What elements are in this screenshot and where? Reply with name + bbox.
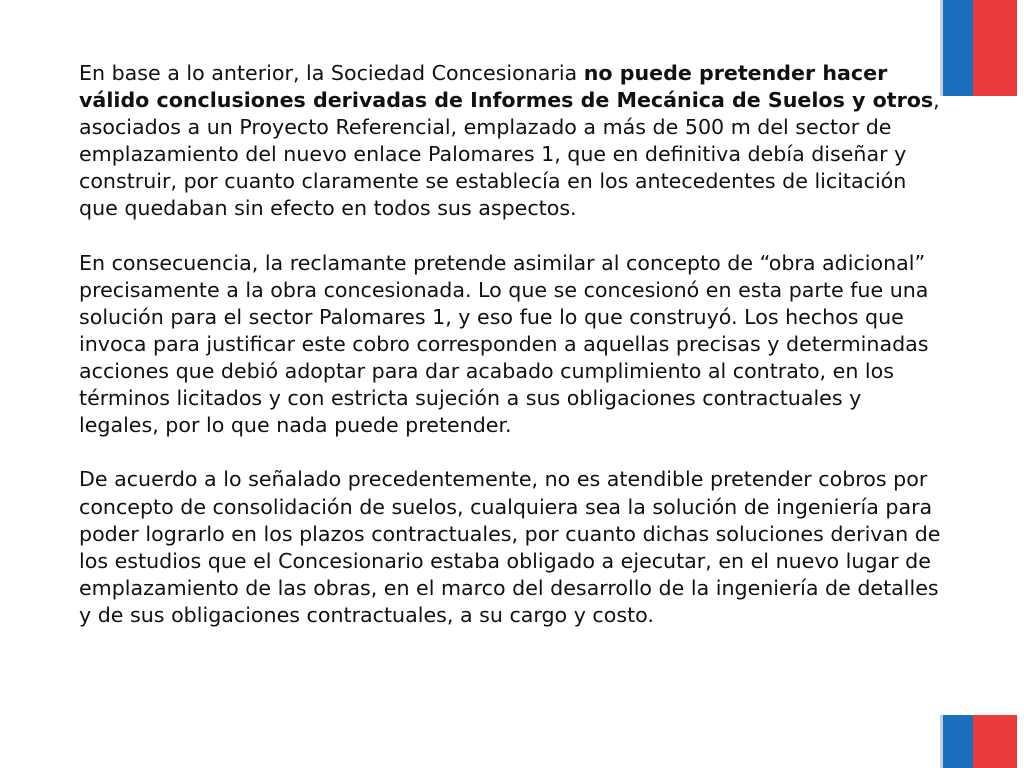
slide-body: [79, 60, 941, 629]
paragraph-3: [79, 466, 941, 629]
flag-stripe-blue: [943, 0, 973, 96]
paragraph-3-text: De acuerdo a lo señalado precedentemente, no es atendible pretender cobros por concepto de consolidación de suelos, cualquiera sea la solución de ingeniería para poder lograrlo en los plazos contractuales, por cuanto dichas soluciones derivan de los estudios que el Concesionario estaba obligado a ejecutar, en el nuevo lugar de emplazamiento de las obras, en el marco del desarrollo de la ingeniería de detalles y de sus obligaciones contractuales, a su cargo y costo.: [79, 467, 941, 627]
paragraph-1-rest: , asociados a un Proyecto Referencial, emplazado a más de 500 m del sector de emplazamiento del nuevo enlace Palomares 1, que en definitiva debía diseñar y construir, por cuanto claramente se establecía en los antecedentes de licitación que quedaban sin efecto en todos sus aspectos.: [79, 88, 940, 221]
paragraph-1-emphasis: no puede pretender hacer válido conclusiones derivadas de Informes de Mecánica de Suelos y otros: [79, 61, 934, 113]
paragraph-1-intro: En base a lo anterior, la Sociedad Concesionaria: [79, 61, 584, 85]
paragraph-2: [79, 250, 941, 440]
flag-stripe-red: [973, 0, 1017, 96]
paragraph-1: [79, 60, 941, 223]
flag-stripe-blue: [943, 715, 973, 768]
flag-stripe-red: [973, 715, 1017, 768]
paragraph-2-text: En consecuencia, la reclamante pretende asimilar al concepto de “obra adicional” precisamente a la obra concesionada. Lo que se concesionó en esta parte fue una solución para el sector Palomares 1, y eso fue lo que construyó. Los hechos que invoca para justificar este cobro corresponden a aquellas precisas y determinadas acciones que debió adoptar para dar acabado cumplimiento al contrato, en los términos licitados y con estricta sujeción a sus obligaciones contractuales y legales, por lo que nada puede pretender.: [79, 250, 929, 438]
flag-stripe-top: [943, 0, 1017, 96]
flag-stripe-bottom: [943, 715, 1017, 768]
